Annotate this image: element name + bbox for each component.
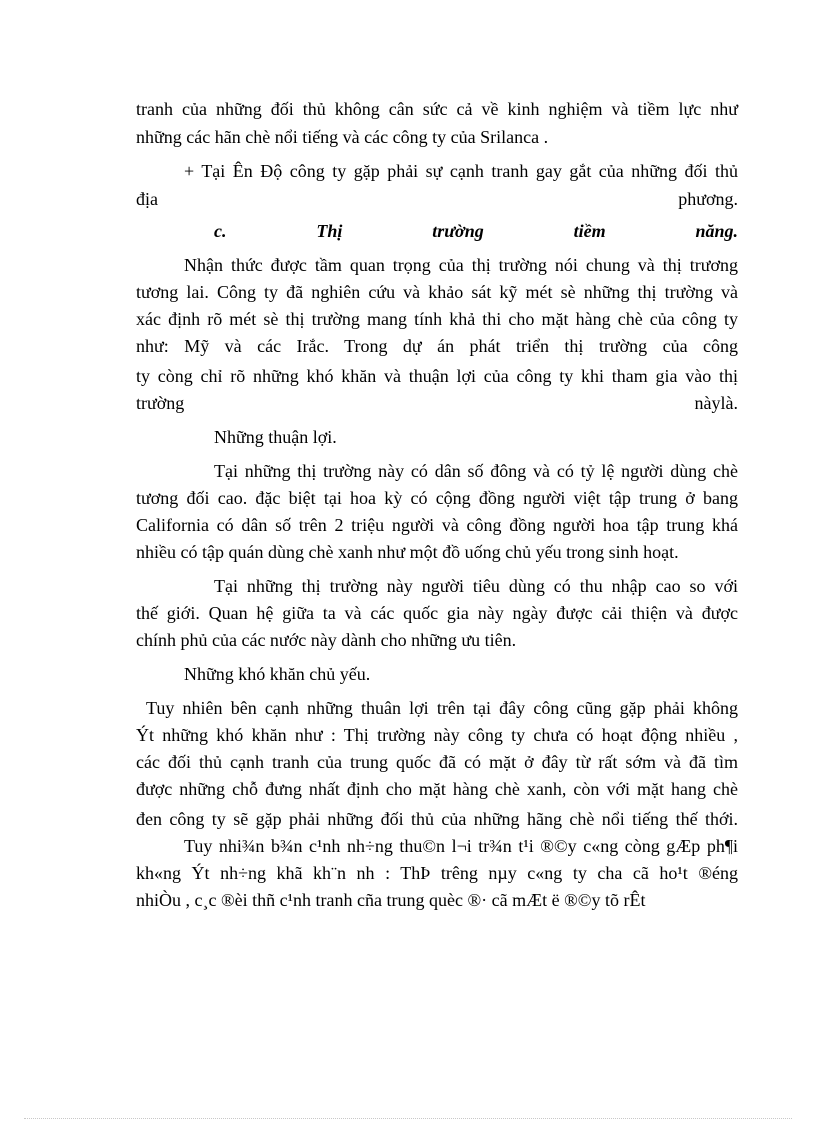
text-line: Ýt những khó khăn như : Thị trường này công ty chưa có hoạt động nhiều , [136, 725, 738, 745]
text-line: tranh của những đối thủ không cân sức cả về kinh nghiệm và tiềm lực như [136, 99, 738, 119]
text-line: + Tại Ên Độ công ty gặp phải sự cạnh tranh gay gắt của những đối thủ [184, 161, 738, 181]
subheading-advantages: Những thuận lợi. [214, 427, 337, 447]
text-line: những các hãn chè nổi tiếng và các công ty của Srilanca . [136, 127, 549, 147]
text-line: Tại những thị trường này người tiêu dùng có thu nhập cao so với [214, 576, 738, 596]
text-line: xác định rõ mét sè thị trường mang tính khả thi cho mặt hàng chè của công ty [136, 309, 738, 329]
text-line: California có dân số trên 2 triệu người và công đồng người hoa tập trung khá [136, 515, 738, 535]
text-line: được những chỗ đưng nhất định cho mặt hàng chè xanh, còn với mặt hang chè [136, 779, 738, 799]
text-line: Tại những thị trường này có dân số đông và có tỷ lệ người dùng chè [214, 461, 738, 481]
text-line: thế giới. Quan hệ giữa ta và các quốc gia này ngày được cải thiện và được [136, 603, 738, 623]
text-line: đen công ty sẽ gặp phải những đối thủ của những hãng chè nổi tiếng thế thới. [136, 809, 738, 829]
section-heading: c. Thị trường tiềm năng. [214, 221, 738, 241]
garbled-text-line: nhiÒu , c¸c ®èi thñ c¹nh tranh cña trung quèc ®· cã mÆt ë ®©y tõ rÊt [136, 890, 646, 910]
text-line: trường nàylà. [136, 393, 738, 413]
text-line: ty còng chỉ rõ những khó khăn và thuận lợi của công ty khi tham gia vào thị [136, 366, 738, 386]
page-bottom-divider [24, 1118, 792, 1119]
garbled-text-line: Tuy nhi¾n b¾n c¹nh nh÷ng thu©n l¬i tr¾n t¹i ®©y c«ng còng gÆp ph¶i [184, 836, 738, 856]
text-line: chính phủ của các nước này dành cho những ưu tiên. [136, 630, 517, 650]
text-line: Tuy nhiên bên cạnh những thuân lợi trên tại đây công cũng gặp phải không [146, 698, 738, 718]
garbled-text-line: kh«ng Ýt nh÷ng khã kh¨n nh : ThÞ trêng nµy c«ng ty cha cã ho¹t ®éng [136, 863, 738, 883]
text-line: nhiều có tập quán dùng chè xanh như một đồ uống chủ yếu trong sinh hoạt. [136, 542, 679, 562]
text-line: tương đối cao. đặc biệt tại hoa kỳ có cộng đồng người việt tập trung ở bang [136, 488, 738, 508]
text-line: như: Mỹ và các Irắc. Trong dự án phát triển thị trường của công [136, 336, 738, 356]
text-line: các đối thủ cạnh tranh của trung quốc đã có mặt ở đây từ rất sớm và đã tìm [136, 752, 738, 772]
subheading-difficulties: Những khó khăn chủ yếu. [184, 664, 371, 684]
text-line: địa phương. [136, 189, 738, 209]
text-line: Nhận thức được tầm quan trọng của thị trường nói chung và thị trương [184, 255, 738, 275]
text-line: tương lai. Công ty đã nghiên cứu và khảo sát kỹ mét sè những thị trường và [136, 282, 738, 302]
